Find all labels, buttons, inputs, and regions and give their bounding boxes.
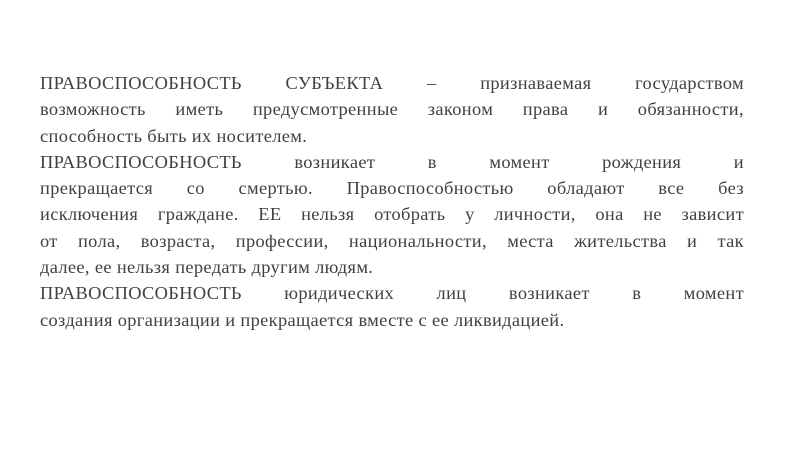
text-word: момент [683, 283, 744, 304]
text-word: предусмотренные [252, 99, 399, 120]
text-word: быть [147, 125, 187, 146]
text-word: ликвидацией. [453, 309, 565, 330]
text-word: и [597, 99, 609, 120]
text-line [40, 70, 744, 96]
text-word: с [418, 309, 427, 330]
text-word: рождения [602, 151, 682, 172]
text-word: Правоспособностью [346, 178, 514, 199]
text-word: жительства [574, 230, 667, 251]
text-word: со [186, 178, 205, 199]
text-line [40, 307, 744, 333]
text-word: носителем. [216, 125, 308, 146]
text-word: возраста, [140, 230, 216, 251]
text-line [40, 123, 744, 149]
text-line [40, 175, 744, 201]
text-word: ее [94, 257, 112, 278]
text-word: юридических [284, 283, 395, 304]
text-word: возникает [294, 151, 376, 172]
text-word: обязанности, [637, 99, 744, 120]
text-word: признаваемая [480, 73, 592, 93]
text-word: прекращается [40, 178, 154, 199]
text-word: в [632, 283, 642, 304]
text-word: вместе [358, 309, 414, 330]
text-word: людям. [315, 257, 374, 278]
text-word: прекращается [240, 309, 354, 330]
paragraph-legal-entity-capacity [40, 280, 744, 333]
text-word: иметь [175, 99, 224, 120]
paragraph-subject-legal-capacity [40, 70, 744, 149]
text-word: права [522, 99, 569, 120]
text-word: ПРАВОСПОСОБНОСТЬ [40, 73, 242, 93]
text-word: без [718, 178, 744, 199]
text-word: передать [175, 257, 247, 278]
text-word: СУБЪЕКТА [285, 73, 384, 93]
text-word: законом [427, 99, 494, 120]
text-word: их [191, 125, 212, 146]
text-word: нельзя [116, 257, 171, 278]
text-line [40, 149, 744, 175]
text-word: создания [40, 309, 113, 330]
text-word: национальности, [348, 230, 487, 251]
text-word: другим [251, 257, 311, 278]
text-word: возможность [40, 99, 146, 120]
text-line [40, 228, 744, 254]
text-word: отобрать [374, 204, 446, 225]
text-line [40, 96, 744, 122]
text-line [40, 280, 744, 306]
slide-text-body [40, 70, 744, 333]
text-word: так [717, 230, 744, 251]
text-word: и [225, 309, 236, 330]
text-word: в [427, 151, 437, 172]
text-word: ПРАВОСПОСОБНОСТЬ [40, 283, 242, 304]
text-word: государством [635, 73, 744, 93]
text-word: ПРАВОСПОСОБНОСТЬ [40, 151, 242, 172]
text-word: и [733, 151, 744, 172]
text-word: места [507, 230, 554, 251]
text-word: пола, [77, 230, 121, 251]
text-word: исключения [40, 204, 139, 225]
text-line [40, 254, 744, 280]
text-word: способность [40, 125, 143, 146]
text-word: профессии, [235, 230, 329, 251]
text-word: организации [117, 309, 221, 330]
text-line [40, 201, 744, 227]
text-word: нельзя [301, 204, 355, 225]
text-word: далее, [40, 257, 90, 278]
text-word: зависит [681, 204, 744, 225]
paragraph-citizen-legal-capacity [40, 149, 744, 280]
text-word: у [465, 204, 475, 225]
text-word: все [658, 178, 685, 199]
text-word: граждане. [157, 204, 239, 225]
text-word: и [687, 230, 698, 251]
text-word: смертью. [238, 178, 313, 199]
text-word: от [40, 230, 58, 251]
text-word: возникает [508, 283, 590, 304]
text-word: она [595, 204, 624, 225]
text-word: личности, [494, 204, 576, 225]
text-word: ее [431, 309, 449, 330]
text-word: не [643, 204, 662, 225]
text-word: обладают [547, 178, 625, 199]
text-word: момент [489, 151, 550, 172]
text-word: – [426, 73, 437, 93]
text-word: ЕЕ [258, 204, 282, 225]
text-word: лиц [436, 283, 467, 304]
